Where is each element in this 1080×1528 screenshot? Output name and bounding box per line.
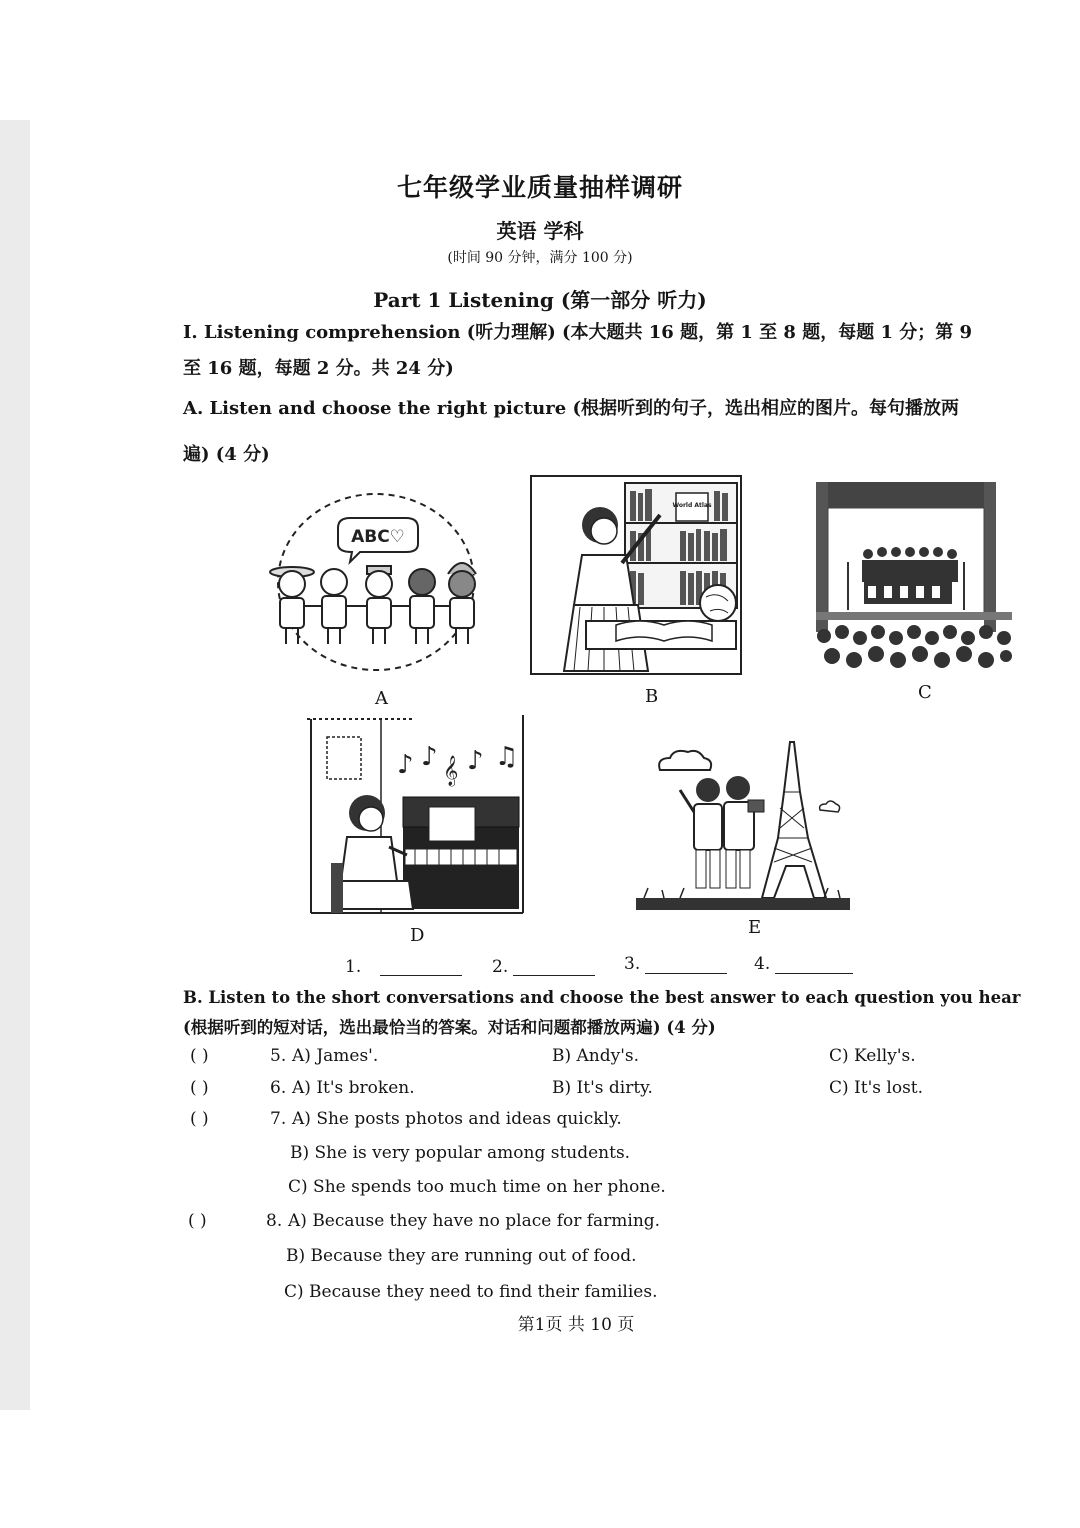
picture-b-label: B: [645, 686, 659, 707]
q8-option-a: A) Because they have no place for farming.: [288, 1211, 661, 1231]
picture-e-label: E: [748, 917, 762, 938]
picture-d-label: D: [410, 925, 425, 946]
blank-4-line[interactable]: [775, 973, 853, 974]
q8-option-c: C) Because they need to find their families.: [284, 1282, 658, 1302]
blank-3-number: 3.: [624, 954, 641, 974]
bubble-text: ABC♡: [351, 527, 405, 547]
section-B-line1: B. Listen to the short conversations and choose the best answer to each question you hear: [183, 988, 1021, 1007]
blank-2-line[interactable]: [513, 975, 595, 976]
svg-text:♪: ♪: [467, 746, 484, 776]
section-I-line2: 至 16 题，每题 2 分。共 24 分): [183, 358, 454, 379]
book-title: World Atlas: [672, 502, 712, 509]
q7-option-a: A) She posts photos and ideas quickly.: [292, 1109, 622, 1129]
q6-option-a: A) It's broken.: [292, 1078, 415, 1098]
blank-3-line[interactable]: [645, 973, 727, 974]
q5-number: 5.: [270, 1046, 287, 1066]
q8-number: 8.: [266, 1211, 283, 1231]
svg-text:♪: ♪: [421, 742, 438, 772]
q5-option-c: C) Kelly's.: [829, 1046, 916, 1066]
blank-1-line[interactable]: [380, 975, 462, 976]
picture-a: [268, 488, 488, 678]
svg-text:𝄞: 𝄞: [443, 756, 459, 786]
section-A-line1: A. Listen and choose the right picture (根据听到的句子，选出相应的图片。每句播放两: [183, 398, 959, 419]
picture-c-label: C: [918, 682, 932, 703]
page-footer: 第1页 共 10 页: [517, 1315, 635, 1335]
q8-answer-paren[interactable]: ( ): [188, 1211, 207, 1231]
q7-answer-paren[interactable]: ( ): [190, 1109, 209, 1129]
picture-e: [634, 738, 854, 913]
svg-text:♪: ♪: [397, 750, 414, 780]
q5-option-b: B) Andy's.: [552, 1046, 640, 1066]
q5-option-a: A) James'.: [292, 1046, 379, 1066]
part1-heading: Part 1 Listening (第一部分 听力): [373, 288, 707, 312]
section-I-line1: I. Listening comprehension (听力理解) (本大题共 16 题，第 1 至 8 题，每题 1 分；第 9: [183, 322, 973, 343]
svg-text:♫: ♫: [495, 742, 519, 772]
q7-option-b: B) She is very popular among students.: [290, 1143, 631, 1163]
q6-answer-paren[interactable]: ( ): [190, 1078, 209, 1098]
section-B-line2: (根据听到的短对话，选出最恰当的答案。对话和问题都播放两遍) (4 分): [183, 1018, 716, 1037]
picture-a-label: A: [375, 688, 388, 709]
picture-c: [812, 478, 1012, 670]
exam-time-info: (时间 90 分钟，满分 100 分): [447, 250, 633, 266]
picture-d: [305, 713, 529, 918]
q7-option-c: C) She spends too much time on her phone.: [288, 1177, 666, 1197]
exam-subject: 英语 学科: [496, 219, 584, 243]
section-A-line2: 遍) (4 分): [183, 444, 270, 465]
exam-title: 七年级学业质量抽样调研: [396, 173, 683, 202]
q6-number: 6.: [270, 1078, 287, 1098]
q6-option-b: B) It's dirty.: [552, 1078, 653, 1098]
q8-option-b: B) Because they are running out of food.: [286, 1246, 637, 1266]
blank-2-number: 2.: [492, 957, 509, 977]
q5-answer-paren[interactable]: ( ): [190, 1046, 209, 1066]
picture-b: [530, 475, 742, 675]
blank-4-number: 4.: [754, 954, 771, 974]
q7-number: 7.: [270, 1109, 287, 1129]
q6-option-c: C) It's lost.: [829, 1078, 924, 1098]
blank-1-number: 1.: [345, 957, 362, 977]
